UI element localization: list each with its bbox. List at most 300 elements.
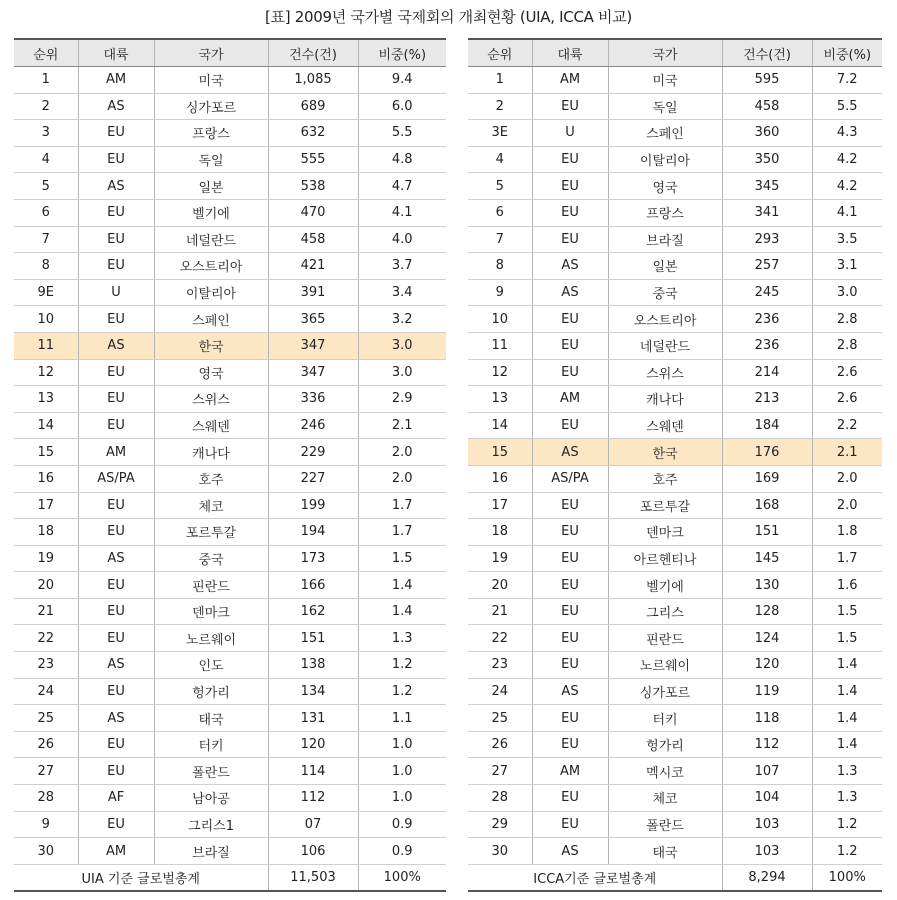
table-row: [468, 678, 882, 705]
cell-country: 태국: [608, 838, 722, 865]
cell-continent: AS: [78, 705, 154, 732]
cell-count: 199: [268, 492, 358, 519]
cell-share: 7.2: [812, 67, 882, 94]
cell-rank: 21: [468, 598, 532, 625]
cell-country: 핀란드: [154, 572, 268, 599]
cell-country: 스위스: [608, 359, 722, 386]
cell-count: 138: [268, 652, 358, 679]
cell-country: 스페인: [154, 306, 268, 333]
cell-continent: AM: [78, 67, 154, 94]
cell-share: 3.1: [812, 253, 882, 280]
cell-rank: 20: [468, 572, 532, 599]
header-count: 건수(건): [722, 39, 812, 67]
total-share: 100%: [812, 864, 882, 891]
table-row: [14, 146, 446, 173]
cell-continent: EU: [78, 359, 154, 386]
cell-share: 5.5: [358, 120, 446, 147]
cell-rank: 17: [14, 492, 78, 519]
cell-continent: AM: [532, 67, 608, 94]
cell-share: 3.4: [358, 279, 446, 306]
cell-count: 114: [268, 758, 358, 785]
cell-share: 0.9: [358, 811, 446, 838]
cell-rank: 16: [468, 465, 532, 492]
total-row: [468, 864, 882, 891]
cell-rank: 3: [14, 120, 78, 147]
cell-share: 4.2: [812, 146, 882, 173]
cell-country: 오스트리아: [608, 306, 722, 333]
total-row: [14, 864, 446, 891]
table-row: [14, 519, 446, 546]
cell-count: 336: [268, 386, 358, 413]
table-row: [468, 226, 882, 253]
table-row: [14, 306, 446, 333]
cell-count: 103: [722, 811, 812, 838]
header-country: 국가: [608, 39, 722, 67]
cell-count: 162: [268, 598, 358, 625]
cell-country: 스웨덴: [154, 412, 268, 439]
total-count: 8,294: [722, 864, 812, 891]
cell-continent: AS: [532, 253, 608, 280]
cell-share: 4.3: [812, 120, 882, 147]
cell-rank: 20: [14, 572, 78, 599]
cell-continent: AS/PA: [532, 465, 608, 492]
cell-count: 458: [722, 93, 812, 120]
cell-rank: 16: [14, 465, 78, 492]
cell-continent: EU: [78, 120, 154, 147]
cell-count: 130: [722, 572, 812, 599]
cell-share: 1.7: [358, 519, 446, 546]
cell-count: 236: [722, 332, 812, 359]
cell-country: 헝가리: [154, 678, 268, 705]
cell-continent: EU: [532, 199, 608, 226]
cell-rank: 9E: [14, 279, 78, 306]
cell-count: 257: [722, 253, 812, 280]
cell-country: 터키: [154, 731, 268, 758]
table-row: [14, 758, 446, 785]
cell-count: 632: [268, 120, 358, 147]
table-row: [14, 598, 446, 625]
cell-country: 오스트리아: [154, 253, 268, 280]
cell-rank: 2: [14, 93, 78, 120]
table-row: [468, 67, 882, 94]
cell-rank: 1: [468, 67, 532, 94]
cell-count: 213: [722, 386, 812, 413]
table-row: [14, 120, 446, 147]
cell-count: 124: [722, 625, 812, 652]
cell-country: 덴마크: [154, 598, 268, 625]
cell-share: 2.1: [812, 439, 882, 466]
cell-rank: 10: [468, 306, 532, 333]
table-row: [14, 226, 446, 253]
cell-continent: EU: [532, 332, 608, 359]
cell-share: 3.0: [358, 359, 446, 386]
cell-count: 103: [722, 838, 812, 865]
table-row: [468, 412, 882, 439]
table-row: [14, 625, 446, 652]
cell-country: 그리스: [608, 598, 722, 625]
cell-rank: 4: [468, 146, 532, 173]
cell-country: 미국: [608, 67, 722, 94]
cell-count: 120: [722, 652, 812, 679]
cell-rank: 25: [468, 705, 532, 732]
cell-continent: AS: [78, 545, 154, 572]
uia-ranking-table: [14, 38, 446, 892]
cell-share: 2.6: [812, 386, 882, 413]
cell-share: 1.2: [358, 678, 446, 705]
cell-count: 470: [268, 199, 358, 226]
cell-count: 538: [268, 173, 358, 200]
cell-count: 214: [722, 359, 812, 386]
cell-continent: EU: [78, 625, 154, 652]
cell-count: 166: [268, 572, 358, 599]
cell-share: 2.9: [358, 386, 446, 413]
cell-rank: 28: [468, 785, 532, 812]
cell-count: 236: [722, 306, 812, 333]
cell-share: 1.2: [812, 811, 882, 838]
cell-rank: 29: [468, 811, 532, 838]
cell-count: 347: [268, 332, 358, 359]
table-row: [468, 705, 882, 732]
cell-continent: AS: [78, 173, 154, 200]
cell-share: 3.0: [812, 279, 882, 306]
cell-country: 멕시코: [608, 758, 722, 785]
table-row: [14, 838, 446, 865]
cell-share: 1.7: [812, 545, 882, 572]
cell-rank: 15: [14, 439, 78, 466]
cell-share: 2.0: [358, 465, 446, 492]
cell-country: 이탈리아: [608, 146, 722, 173]
cell-share: 1.4: [812, 678, 882, 705]
cell-count: 112: [722, 731, 812, 758]
cell-count: 151: [268, 625, 358, 652]
cell-continent: AS: [532, 279, 608, 306]
cell-country: 이탈리아: [154, 279, 268, 306]
header-continent: 대륙: [78, 39, 154, 67]
table-row: [468, 731, 882, 758]
cell-country: 캐나다: [608, 386, 722, 413]
cell-country: 독일: [154, 146, 268, 173]
cell-country: 덴마크: [608, 519, 722, 546]
table-title: [표] 2009년 국가별 국제회의 개최현황 (UIA, ICCA 비교): [265, 8, 632, 26]
cell-country: 벨기에: [154, 199, 268, 226]
cell-share: 2.8: [812, 332, 882, 359]
cell-rank: 26: [14, 731, 78, 758]
table-row: [14, 359, 446, 386]
header-share: 비중(%): [812, 39, 882, 67]
cell-continent: EU: [78, 492, 154, 519]
table-row: [468, 598, 882, 625]
cell-continent: EU: [532, 705, 608, 732]
cell-rank: 11: [468, 332, 532, 359]
cell-continent: AM: [532, 386, 608, 413]
cell-rank: 19: [14, 545, 78, 572]
cell-rank: 21: [14, 598, 78, 625]
cell-continent: EU: [532, 306, 608, 333]
cell-rank: 14: [468, 412, 532, 439]
cell-share: 3.0: [358, 332, 446, 359]
cell-count: 128: [722, 598, 812, 625]
cell-share: 1.5: [812, 625, 882, 652]
cell-rank: 8: [468, 253, 532, 280]
cell-continent: EU: [532, 226, 608, 253]
cell-count: 104: [722, 785, 812, 812]
cell-share: 1.1: [358, 705, 446, 732]
cell-continent: AS: [532, 678, 608, 705]
cell-continent: EU: [532, 492, 608, 519]
cell-share: 1.5: [358, 545, 446, 572]
table-row-highlighted: [14, 332, 446, 359]
cell-share: 1.4: [812, 731, 882, 758]
cell-count: 118: [722, 705, 812, 732]
cell-continent: EU: [532, 572, 608, 599]
table-row: [14, 678, 446, 705]
cell-country: 스웨덴: [608, 412, 722, 439]
cell-rank: 24: [468, 678, 532, 705]
cell-count: 145: [722, 545, 812, 572]
cell-count: 458: [268, 226, 358, 253]
cell-share: 1.2: [358, 652, 446, 679]
cell-country: 폴란드: [154, 758, 268, 785]
cell-share: 3.5: [812, 226, 882, 253]
cell-count: 07: [268, 811, 358, 838]
cell-share: 2.6: [812, 359, 882, 386]
table-row-highlighted: [468, 439, 882, 466]
cell-share: 2.0: [812, 492, 882, 519]
cell-country: 남아공: [154, 785, 268, 812]
cell-share: 1.3: [812, 785, 882, 812]
cell-share: 5.5: [812, 93, 882, 120]
cell-share: 9.4: [358, 67, 446, 94]
cell-continent: AF: [78, 785, 154, 812]
table-row: [468, 253, 882, 280]
cell-rank: 5: [468, 173, 532, 200]
cell-share: 1.6: [812, 572, 882, 599]
cell-count: 168: [722, 492, 812, 519]
table-row: [468, 785, 882, 812]
table-row: [468, 572, 882, 599]
table-row: [468, 199, 882, 226]
cell-continent: AS: [78, 652, 154, 679]
cell-share: 1.0: [358, 785, 446, 812]
table-row: [14, 386, 446, 413]
cell-country: 일본: [154, 173, 268, 200]
cell-continent: EU: [78, 199, 154, 226]
cell-country: 한국: [154, 332, 268, 359]
cell-country: 호주: [608, 465, 722, 492]
cell-continent: AM: [78, 439, 154, 466]
cell-rank: 8: [14, 253, 78, 280]
cell-share: 4.7: [358, 173, 446, 200]
table-row: [468, 146, 882, 173]
cell-count: 106: [268, 838, 358, 865]
cell-country: 브라질: [154, 838, 268, 865]
table-row: [14, 731, 446, 758]
cell-country: 캐나다: [154, 439, 268, 466]
cell-continent: EU: [532, 359, 608, 386]
table-header-row: [14, 39, 446, 67]
cell-count: 173: [268, 545, 358, 572]
cell-continent: EU: [78, 386, 154, 413]
cell-country: 인도: [154, 652, 268, 679]
cell-continent: EU: [78, 731, 154, 758]
cell-share: 2.8: [812, 306, 882, 333]
cell-country: 브라질: [608, 226, 722, 253]
cell-count: 555: [268, 146, 358, 173]
total-share: 100%: [358, 864, 446, 891]
cell-country: 체코: [608, 785, 722, 812]
cell-country: 독일: [608, 93, 722, 120]
cell-share: 0.9: [358, 838, 446, 865]
cell-country: 중국: [608, 279, 722, 306]
cell-share: 4.2: [812, 173, 882, 200]
cell-count: 246: [268, 412, 358, 439]
cell-country: 스위스: [154, 386, 268, 413]
table-row: [14, 572, 446, 599]
cell-continent: EU: [78, 519, 154, 546]
cell-rank: 2: [468, 93, 532, 120]
cell-continent: AS/PA: [78, 465, 154, 492]
table-body: [14, 67, 446, 865]
table-row: [468, 758, 882, 785]
cell-share: 2.2: [812, 412, 882, 439]
cell-rank: 17: [468, 492, 532, 519]
cell-continent: EU: [532, 146, 608, 173]
table-row: [14, 465, 446, 492]
header-count: 건수(건): [268, 39, 358, 67]
total-count: 11,503: [268, 864, 358, 891]
table-row: [14, 705, 446, 732]
cell-rank: 1: [14, 67, 78, 94]
cell-count: 229: [268, 439, 358, 466]
cell-continent: AM: [78, 838, 154, 865]
cell-country: 영국: [154, 359, 268, 386]
cell-share: 4.0: [358, 226, 446, 253]
cell-share: 1.5: [812, 598, 882, 625]
cell-country: 핀란드: [608, 625, 722, 652]
cell-country: 프랑스: [608, 199, 722, 226]
cell-country: 중국: [154, 545, 268, 572]
cell-rank: 18: [468, 519, 532, 546]
cell-rank: 30: [468, 838, 532, 865]
cell-continent: EU: [532, 412, 608, 439]
cell-continent: EU: [78, 598, 154, 625]
cell-continent: EU: [532, 731, 608, 758]
cell-count: 169: [722, 465, 812, 492]
cell-rank: 7: [468, 226, 532, 253]
cell-country: 포르투갈: [608, 492, 722, 519]
cell-share: 1.3: [812, 758, 882, 785]
cell-continent: AS: [78, 93, 154, 120]
cell-country: 스페인: [608, 120, 722, 147]
cell-country: 아르헨티나: [608, 545, 722, 572]
cell-count: 341: [722, 199, 812, 226]
cell-rank: 26: [468, 731, 532, 758]
total-label: UIA 기준 글로벌총계: [14, 864, 268, 891]
cell-country: 노르웨이: [608, 652, 722, 679]
table-row: [468, 279, 882, 306]
cell-share: 2.0: [812, 465, 882, 492]
table-row: [14, 439, 446, 466]
header-share: 비중(%): [358, 39, 446, 67]
cell-share: 1.0: [358, 758, 446, 785]
cell-continent: EU: [532, 785, 608, 812]
cell-share: 4.1: [358, 199, 446, 226]
cell-continent: EU: [78, 306, 154, 333]
cell-count: 345: [722, 173, 812, 200]
cell-country: 일본: [608, 253, 722, 280]
table-row: [468, 625, 882, 652]
cell-continent: EU: [78, 226, 154, 253]
cell-country: 싱가포르: [608, 678, 722, 705]
cell-share: 1.4: [812, 652, 882, 679]
cell-share: 1.8: [812, 519, 882, 546]
cell-count: 112: [268, 785, 358, 812]
cell-share: 1.7: [358, 492, 446, 519]
cell-rank: 22: [14, 625, 78, 652]
table-row: [468, 93, 882, 120]
cell-continent: EU: [532, 625, 608, 652]
cell-share: 1.0: [358, 731, 446, 758]
cell-count: 107: [722, 758, 812, 785]
cell-continent: EU: [78, 253, 154, 280]
cell-share: 2.0: [358, 439, 446, 466]
cell-count: 245: [722, 279, 812, 306]
cell-count: 595: [722, 67, 812, 94]
cell-rank: 10: [14, 306, 78, 333]
cell-continent: AS: [532, 439, 608, 466]
table-body: [468, 67, 882, 865]
cell-count: 421: [268, 253, 358, 280]
table-row: [468, 386, 882, 413]
cell-rank: 23: [468, 652, 532, 679]
cell-country: 미국: [154, 67, 268, 94]
cell-rank: 30: [14, 838, 78, 865]
cell-continent: EU: [532, 173, 608, 200]
cell-rank: 6: [14, 199, 78, 226]
cell-country: 네덜란드: [608, 332, 722, 359]
cell-rank: 18: [14, 519, 78, 546]
cell-count: 151: [722, 519, 812, 546]
cell-share: 6.0: [358, 93, 446, 120]
table-row: [468, 359, 882, 386]
cell-continent: EU: [78, 758, 154, 785]
table-row: [468, 465, 882, 492]
cell-country: 싱가포르: [154, 93, 268, 120]
cell-rank: 9: [468, 279, 532, 306]
table-row: [14, 173, 446, 200]
cell-country: 체코: [154, 492, 268, 519]
table-row: [14, 253, 446, 280]
header-continent: 대륙: [532, 39, 608, 67]
table-row: [468, 173, 882, 200]
cell-share: 1.2: [812, 838, 882, 865]
table-row: [468, 519, 882, 546]
cell-count: 347: [268, 359, 358, 386]
cell-country: 그리스1: [154, 811, 268, 838]
cell-count: 176: [722, 439, 812, 466]
table-row: [14, 279, 446, 306]
cell-continent: EU: [78, 412, 154, 439]
cell-country: 호주: [154, 465, 268, 492]
cell-rank: 9: [14, 811, 78, 838]
cell-rank: 12: [468, 359, 532, 386]
cell-continent: EU: [532, 598, 608, 625]
cell-continent: EU: [532, 519, 608, 546]
table-row: [14, 93, 446, 120]
cell-count: 131: [268, 705, 358, 732]
cell-continent: U: [78, 279, 154, 306]
cell-rank: 27: [468, 758, 532, 785]
